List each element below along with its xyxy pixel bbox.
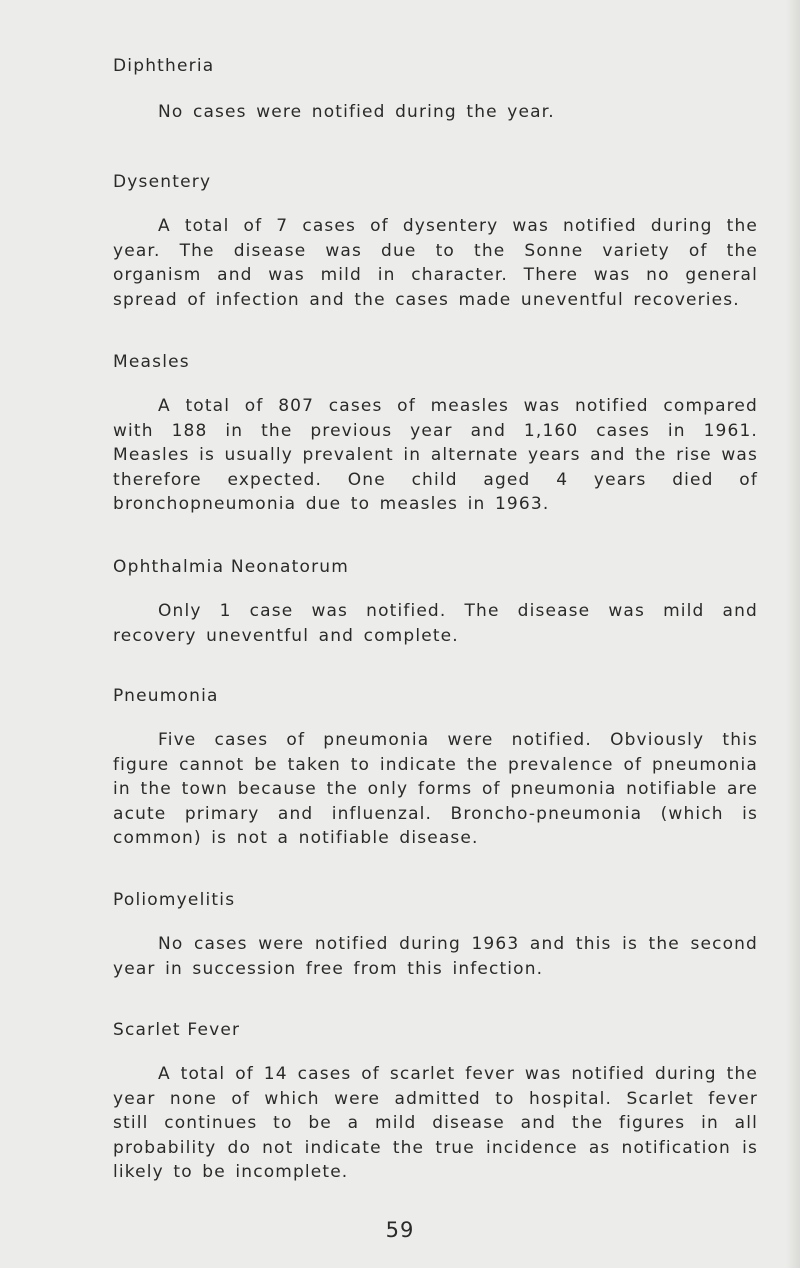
section-text-pneumonia: Five cases of pneumonia were notified. Obviously this figure cannot be taken to indicate the prevalence of pneumonia in the town because the only forms of pneumonia notifiable are acute primary and influenzal. Broncho-pneumonia (which is common) is not a notifiable disease. [113,730,758,848]
section-text-ophthalmia-neonatorum: Only 1 case was notified. The disease was mild and recovery uneventful and complete. [113,601,758,646]
page-edge-shadow [786,0,800,1268]
section-diphtheria [113,56,758,125]
section-text-measles: A total of 807 cases of measles was notified compared with 188 in the previous year and 1,160 cases in 1961. Measles is usually prevalent in alternate years and the rise was therefore expected. One child aged 4 years died of bronchopneumonia due to measles in 1963. [113,396,758,514]
section-text-dysentery: A total of 7 cases of dysentery was notified during the year. The disease was due to the Sonne variety of the organism and was mild in character. There was no general spread of infection and the cases made uneventful recoveries. [113,216,758,310]
section-heading-scarlet-fever: Scarlet Fever [113,1020,241,1040]
section-dysentery [113,172,758,312]
section-heading-dysentery: Dysentery [113,172,212,192]
section-text-diphtheria: No cases were notified during the year. [158,102,555,122]
section-text-poliomyelitis: No cases were notified during 1963 and this is the second year in succession free from this infection. [113,934,758,979]
section-scarlet-fever [113,1020,758,1185]
page-number: 59 [385,1218,415,1242]
section-heading-measles: Measles [113,352,190,372]
section-heading-poliomyelitis: Poliomyelitis [113,890,236,910]
section-ophthalmia-neonatorum [113,557,758,648]
section-poliomyelitis [113,890,758,981]
section-heading-diphtheria: Diphtheria [113,56,215,76]
section-text-scarlet-fever: A total of 14 cases of scarlet fever was notified during the year none of which were admitted to hospital. Scarlet fever still continues to be a mild disease and the figures in all probability do not indicate the true incidence as notification is likely to be incomplete. [113,1064,758,1182]
section-measles [113,352,758,517]
section-pneumonia [113,686,758,851]
section-heading-ophthalmia-neonatorum: Ophthalmia Neonatorum [113,557,349,577]
section-heading-pneumonia: Pneumonia [113,686,219,706]
